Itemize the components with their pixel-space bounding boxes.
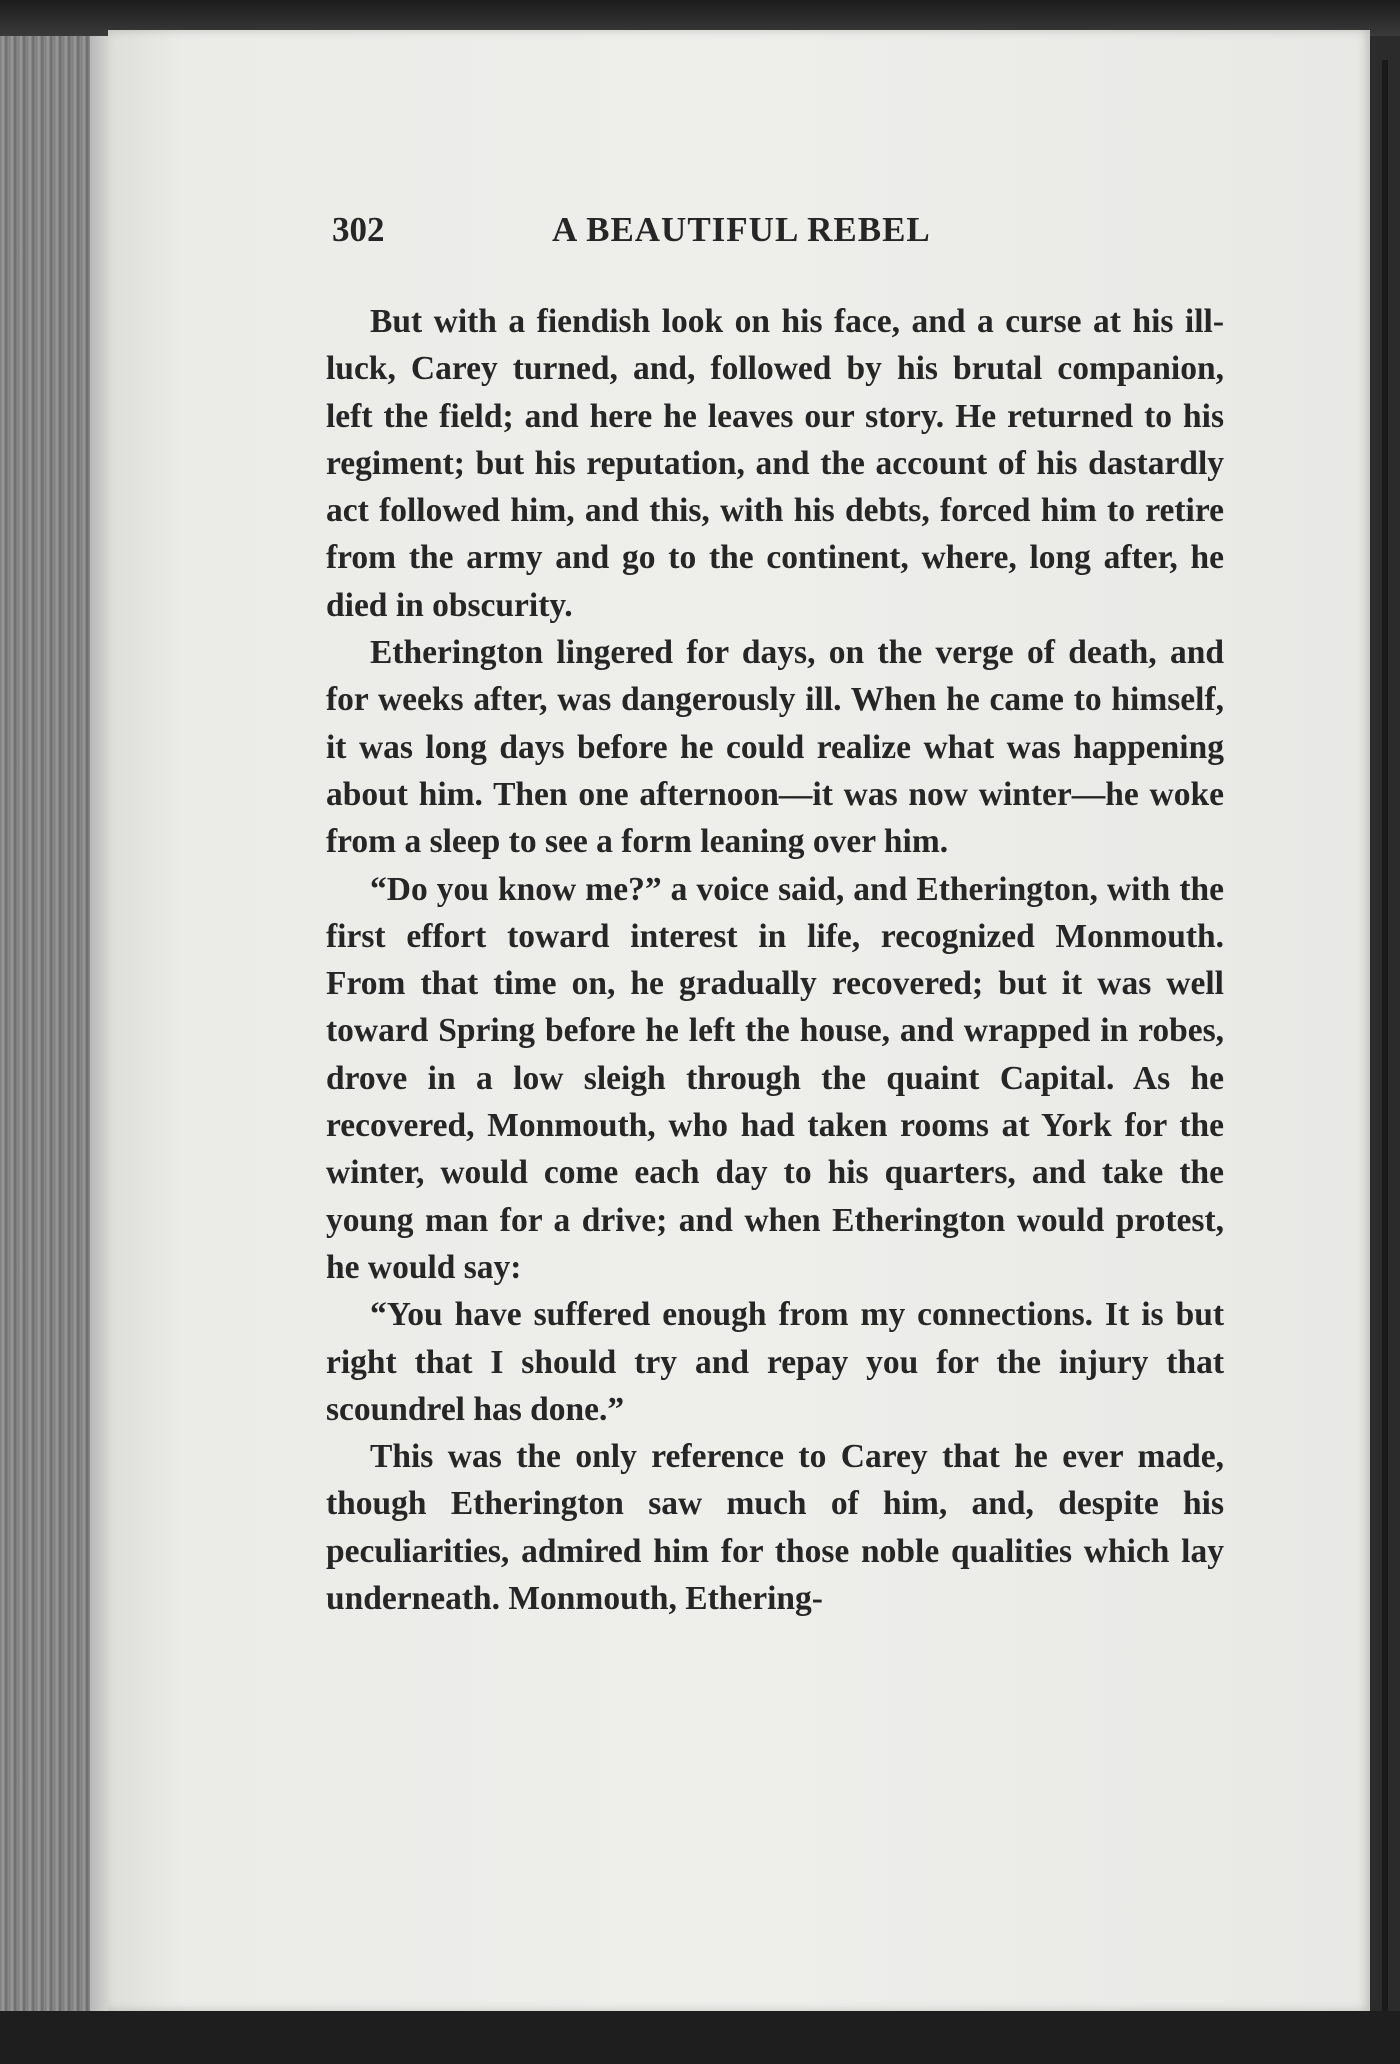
page-number: 302 xyxy=(332,210,385,249)
book-page-edges xyxy=(0,36,112,2011)
paragraph: “You have suffered enough from my connections. It is but right that I should try and repay you for the injury that scoundrel has done.” xyxy=(326,1296,1224,1428)
paragraph: This was the only reference to Carey that he ever made, though Etherington saw much of him, and, despite his peculiarities, admired him for those noble qualities which lay underneath. Monmouth, Ethering- xyxy=(326,1438,1224,1618)
running-title: A BEAUTIFUL REBEL xyxy=(552,210,931,249)
page-gutter-shadow xyxy=(1382,60,1388,2020)
paragraph: “Do you know me?” a voice said, and Etherington, with the first effort toward interest in life, recognized Monmouth. From that time on, he gradually recovered; but it was well toward Spring before he left the house, and wrapped in robes, drove in a low sleigh through the quaint Capital. As he recovered, Monmouth, who had taken rooms at York for the winter, would come each day to his quarters, and take the young man for a drive; and when Etherington would protest, he would say: xyxy=(326,870,1224,1286)
body-text xyxy=(326,298,1224,1622)
paragraph: Etherington lingered for days, on the verge of death, and for weeks after, was dangerously ill. When he came to himself, it was long days before he could realize what was happening about him. Then one afternoon—it was now winter—he woke from a sleep to see a form leaning over him. xyxy=(326,634,1224,861)
scan-bottom-border xyxy=(0,2011,1400,2064)
page-header xyxy=(332,210,1224,260)
paragraph: But with a fiendish look on his face, and a curse at his ill-luck, Carey turned, and, followed by his brutal companion, left the field; and here he leaves our story. He returned to his regiment; but his reputation, and the account of his dastardly act followed him, and this, with his debts, forced him to retire from the army and go to the continent, where, long after, he died in obscurity. xyxy=(326,303,1224,624)
